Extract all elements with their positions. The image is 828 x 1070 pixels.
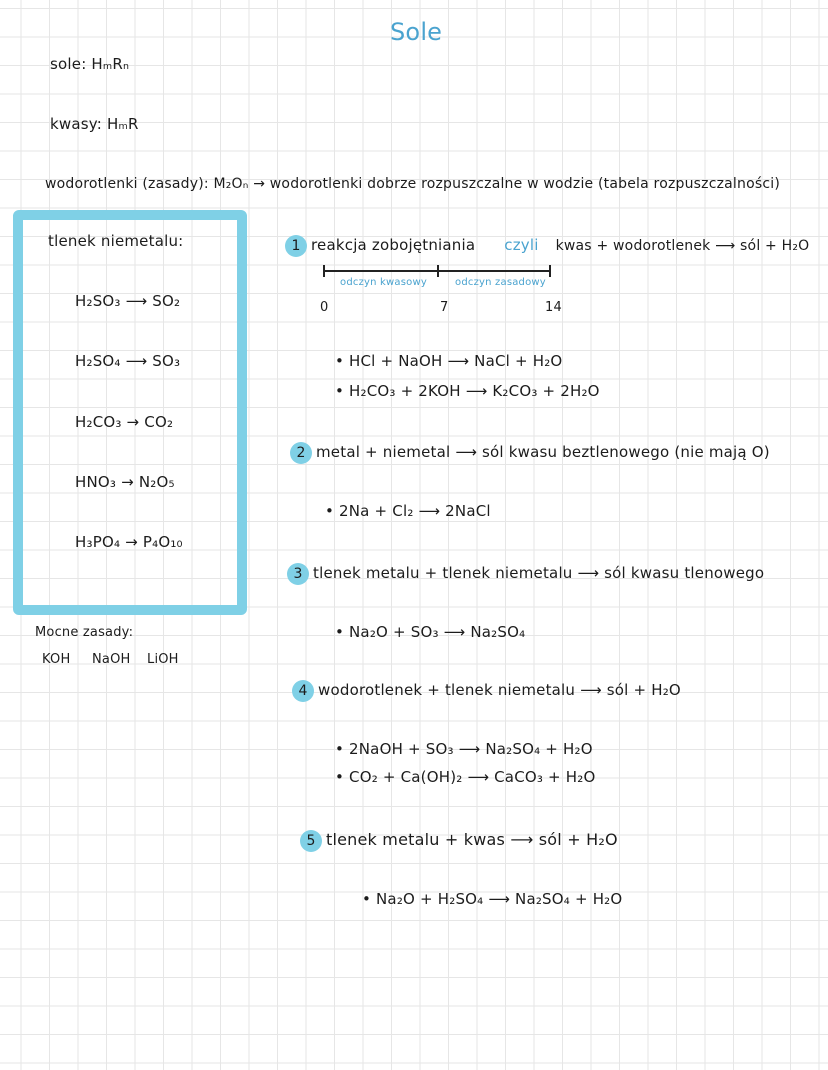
section-number: 5 (300, 830, 322, 852)
section-note: czyli (504, 236, 539, 254)
example: • 2NaOH + SO₃ ⟶ Na₂SO₄ + H₂O (335, 740, 593, 758)
section-number: 3 (287, 563, 309, 585)
section-5-heading (300, 830, 618, 852)
box-row: H₂SO₃ ⟶ SO₂ (75, 292, 181, 310)
box-row: H₃PO₄ → P₄O₁₀ (75, 533, 183, 551)
section-rule: kwas + wodorotlenek ⟶ sól + H₂O (555, 238, 810, 254)
section-title: tlenek metalu + kwas ⟶ sól + H₂O (326, 830, 618, 849)
ph-label: 0 (320, 300, 329, 315)
section-3-heading (287, 563, 764, 585)
ph-range-acid: odczyn kwasowy (340, 277, 427, 288)
example: • Na₂O + SO₃ ⟶ Na₂SO₄ (335, 623, 526, 641)
def-sole: sole: HₘRₙ (50, 55, 130, 73)
box-row: H₂SO₄ ⟶ SO₃ (75, 352, 181, 370)
box-row: HNO₃ → N₂O₅ (75, 473, 175, 491)
example: • H₂CO₃ + 2KOH ⟶ K₂CO₃ + 2H₂O (335, 382, 600, 400)
ph-range-base: odczyn zasadowy (455, 277, 546, 288)
section-number: 2 (290, 442, 312, 464)
section-4-heading (292, 680, 681, 702)
def-kwasy: kwasy: HₘR (50, 115, 139, 133)
example: • 2Na + Cl₂ ⟶ 2NaCl (325, 502, 491, 520)
example: • CO₂ + Ca(OH)₂ ⟶ CaCO₃ + H₂O (335, 768, 596, 786)
box-heading: tlenek niemetalu: (48, 232, 184, 250)
ph-label: 14 (545, 300, 562, 315)
section-2-heading (290, 442, 770, 464)
section-title: tlenek metalu + tlenek niemetalu ⟶ sól kwasu tlenowego (313, 564, 765, 582)
strong-base: LiOH (147, 652, 179, 667)
strong-base: NaOH (92, 652, 131, 667)
example: • Na₂O + H₂SO₄ ⟶ Na₂SO₄ + H₂O (362, 890, 623, 908)
def-wodorotlenki: wodorotlenki (zasady): M₂Oₙ → wodorotlenki dobrze rozpuszczalne w wodzie (tabela rozpuszczalności) (45, 176, 781, 192)
example: • HCl + NaOH ⟶ NaCl + H₂O (335, 352, 563, 370)
box-row: H₂CO₃ → CO₂ (75, 413, 174, 431)
section-number: 1 (285, 235, 307, 257)
ph-scale (323, 270, 551, 272)
section-title: reakcja zobojętniania (311, 236, 476, 254)
section-1-heading (285, 235, 809, 257)
strong-bases-heading: Mocne zasady: (35, 625, 134, 640)
page-title: Sole (390, 18, 443, 46)
section-number: 4 (292, 680, 314, 702)
strong-base: KOH (42, 652, 71, 667)
section-title: wodorotlenek + tlenek niemetalu ⟶ sól + H₂O (318, 681, 681, 699)
section-title: metal + niemetal ⟶ sól kwasu beztlenowego (nie mają O) (316, 443, 770, 461)
ph-label: 7 (440, 300, 449, 315)
